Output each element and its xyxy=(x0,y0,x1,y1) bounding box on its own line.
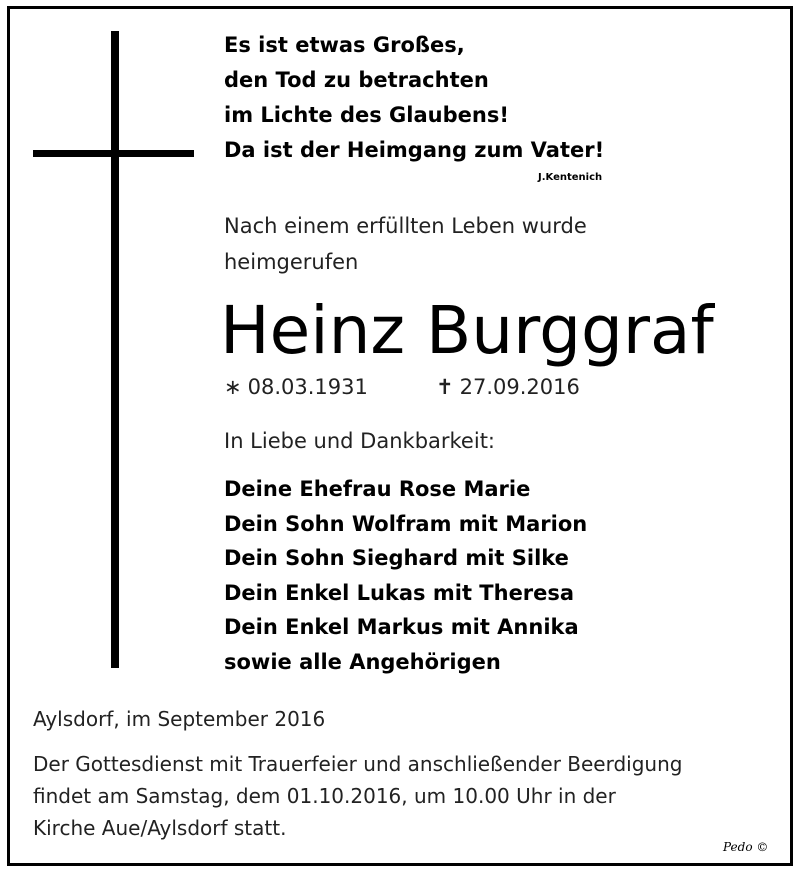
verse-line: den Tod zu betrachten xyxy=(224,68,489,92)
death-date: 27.09.2016 xyxy=(459,375,580,399)
birth-date: 08.03.1931 xyxy=(247,375,368,399)
verse-line: Da ist der Heimgang zum Vater! xyxy=(224,138,605,162)
verse-quote xyxy=(224,28,604,168)
service-line: Kirche Aue/Aylsdorf statt. xyxy=(33,816,287,840)
mourners-heading: In Liebe und Dankbarkeit: xyxy=(224,429,496,453)
intro-line: Nach einem erfüllten Leben wurde xyxy=(224,214,587,238)
designer-signature: Pedo © xyxy=(723,840,769,854)
cross-vertical-bar xyxy=(111,31,119,668)
verse-line: Es ist etwas Großes, xyxy=(224,33,465,57)
death-cross-icon: ✝ xyxy=(436,375,454,399)
mourner-line: Dein Enkel Markus mit Annika xyxy=(224,615,579,639)
verse-author: J.Kentenich xyxy=(538,172,603,183)
service-line: Der Gottesdienst mit Trauerfeier und anschließender Beerdigung xyxy=(33,752,683,776)
mourner-line: Dein Enkel Lukas mit Theresa xyxy=(224,580,575,605)
intro-text xyxy=(224,208,587,280)
birth-date-group xyxy=(224,375,368,399)
death-date-group xyxy=(436,372,580,402)
service-line: findet am Samstag, dem 01.10.2016, um 10.00 Uhr in der xyxy=(33,784,616,808)
life-dates xyxy=(224,372,580,402)
mourner-line: sowie alle Angehörigen xyxy=(224,649,501,674)
service-info xyxy=(33,748,682,844)
place-date: Aylsdorf, im September 2016 xyxy=(33,707,326,731)
intro-line: heimgerufen xyxy=(224,250,359,274)
cross-horizontal-bar xyxy=(33,150,194,157)
mourner-line: Deine Ehefrau Rose Marie xyxy=(224,477,531,501)
birth-star-icon: ∗ xyxy=(224,375,242,399)
mourners-list xyxy=(224,472,587,679)
mourner-line: Dein Sohn Sieghard mit Silke xyxy=(224,546,569,570)
verse-line: im Lichte des Glaubens! xyxy=(224,103,509,127)
deceased-name: Heinz Burggraf xyxy=(220,292,714,369)
mourner-line: Dein Sohn Wolfram mit Marion xyxy=(224,511,588,536)
